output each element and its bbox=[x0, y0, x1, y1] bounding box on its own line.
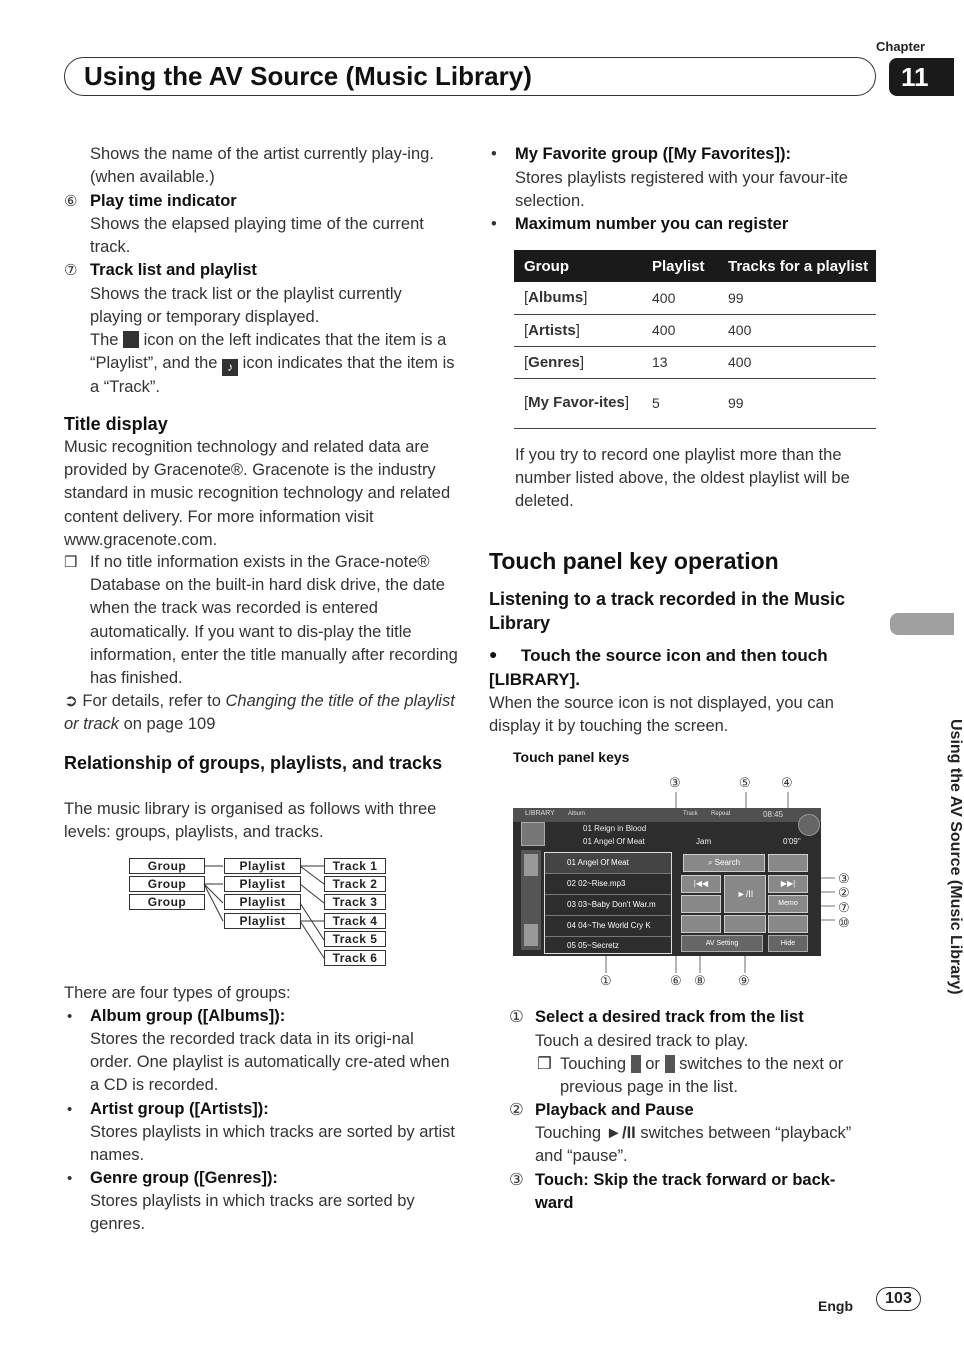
play-pause-button[interactable] bbox=[724, 875, 766, 913]
callout: ⑥ bbox=[670, 973, 682, 988]
tab-track[interactable]: Track bbox=[683, 811, 698, 817]
table-row bbox=[514, 282, 876, 314]
diagram-playlist: Playlist bbox=[224, 913, 301, 929]
item-body bbox=[535, 1122, 880, 1168]
item-body: Stores playlists in which tracks are sorted by genres. bbox=[90, 1192, 415, 1234]
track-list[interactable] bbox=[544, 852, 672, 954]
chapter-label: Chapter bbox=[876, 39, 926, 54]
item-body: Stores playlists registered with your favour-ite selection. bbox=[515, 169, 848, 211]
item-title: Track list and playlist bbox=[90, 261, 257, 279]
diagram-track: Track 2 bbox=[324, 876, 386, 892]
list-scroll-bar[interactable] bbox=[521, 850, 541, 950]
item-body: Shows the track list or the playlist currently playing or temporary displayed. bbox=[90, 285, 402, 327]
text-span: The bbox=[90, 331, 119, 349]
step-text: Touch the source icon and then touch [LIBRARY]. bbox=[489, 646, 828, 689]
diagram-playlist: Playlist bbox=[224, 858, 301, 874]
text-span: icon indicates that the item is a “Track”. bbox=[90, 354, 455, 397]
column-header: Playlist bbox=[642, 250, 718, 282]
text-span: Touching bbox=[535, 1124, 602, 1142]
callout: ① bbox=[600, 973, 612, 988]
screen-library-label: LIBRARY bbox=[525, 810, 555, 817]
item-title: My Favorite group ([My Favorites]): bbox=[515, 145, 791, 163]
repeat-button[interactable] bbox=[681, 915, 721, 933]
chapter-number: 11 bbox=[889, 58, 954, 96]
list-item[interactable]: 04 04~The World Cry K bbox=[545, 916, 671, 937]
step-dot-icon: ● bbox=[489, 646, 498, 662]
playlist-button[interactable] bbox=[768, 854, 808, 872]
reference bbox=[64, 690, 456, 736]
list-item[interactable]: 01 Angel Of Meat bbox=[545, 853, 671, 874]
callout: ③ bbox=[669, 775, 681, 790]
callout: ⑨ bbox=[738, 973, 750, 988]
page-up-icon[interactable] bbox=[524, 854, 538, 876]
now-playing-track: 01 Angel Of Meat bbox=[583, 837, 645, 846]
table-row bbox=[514, 314, 876, 346]
now-playing-artist: Jam bbox=[696, 837, 712, 846]
bullet: • bbox=[67, 1170, 73, 1187]
diagram-group: Group bbox=[129, 858, 205, 874]
play-pause-icon: ►/II bbox=[605, 1124, 636, 1142]
bullet: • bbox=[67, 1008, 73, 1025]
callout: ④ bbox=[781, 775, 793, 790]
side-tab bbox=[890, 613, 954, 635]
memo-button[interactable]: Memo bbox=[768, 895, 808, 913]
note-box-icon: ❒ bbox=[537, 1055, 552, 1073]
table-cell: 99 bbox=[718, 378, 876, 428]
item-title: Play time indicator bbox=[90, 192, 237, 210]
table-cell: [Genres] bbox=[514, 346, 642, 378]
random-button[interactable] bbox=[724, 915, 766, 933]
play-pause-icon: ►/II bbox=[736, 889, 754, 899]
table-cell: 13 bbox=[642, 346, 718, 378]
table-cell: 99 bbox=[718, 282, 876, 314]
table-cell: 5 bbox=[642, 378, 718, 428]
table-cell: 400 bbox=[718, 346, 876, 378]
reference-link[interactable]: Changing the title of the playlist or track bbox=[64, 692, 455, 734]
list-item[interactable]: 02 02~Rise.mp3 bbox=[545, 874, 671, 895]
now-playing-album: 01 Reign in Blood bbox=[583, 824, 647, 833]
table-note: If you try to record one playlist more than the number listed above, the oldest playlist will be deleted. bbox=[515, 446, 850, 511]
item-number: ① bbox=[509, 1008, 524, 1026]
group-name: Artists bbox=[528, 321, 576, 339]
artist-desc: Shows the name of the artist currently play-ing. (when available.) bbox=[90, 145, 434, 187]
text-span: switches to the next or previous page in the list. bbox=[560, 1055, 844, 1097]
figure-label: Touch panel keys bbox=[513, 749, 630, 765]
item-body: Shows the elapsed playing time of the current track. bbox=[90, 215, 424, 257]
callout: ⑧ bbox=[694, 973, 706, 988]
page-down-icon bbox=[631, 1055, 641, 1073]
playlist-icon bbox=[123, 331, 139, 348]
group-table bbox=[514, 250, 876, 429]
table-cell: [Artists] bbox=[514, 314, 642, 346]
table-cell: 400 bbox=[642, 314, 718, 346]
note-text: If no title information exists in the Grace-note® Database on the built-in hard disk drive, the date when the track was recorded is entered automatically. If you want to dis-play the title information, enter the title manually after recording has finished. bbox=[90, 553, 458, 688]
diagram-group: Group bbox=[129, 876, 205, 892]
arrow-icon: ➲ bbox=[64, 692, 78, 710]
table-row bbox=[514, 346, 876, 378]
text-span: or bbox=[645, 1055, 660, 1073]
av-setting-button[interactable]: AV Setting bbox=[681, 935, 763, 952]
item-title: Select a desired track from the list bbox=[535, 1008, 804, 1026]
text-span: icon on the left indicates that the item is a “Playlist”, and the bbox=[90, 331, 447, 373]
search-icon: ⌕ bbox=[707, 858, 713, 867]
column-header: Group bbox=[514, 250, 642, 282]
callout: ⑩ bbox=[838, 915, 850, 930]
callout: ② bbox=[838, 885, 850, 900]
item-number: ⑦ bbox=[64, 262, 78, 279]
library-screen bbox=[513, 808, 821, 956]
text-span: For details, refer to bbox=[82, 692, 221, 710]
section-heading: Title display bbox=[64, 414, 168, 434]
table-cell: [My Favor-ites] bbox=[514, 378, 642, 428]
group-name: Albums bbox=[528, 289, 584, 307]
text-span: Touching bbox=[560, 1055, 627, 1073]
diagram-group: Group bbox=[129, 894, 205, 910]
note-text bbox=[560, 1053, 878, 1099]
page-down-icon[interactable] bbox=[524, 924, 538, 946]
repeat-label: Repeat bbox=[711, 811, 731, 817]
delete-button[interactable] bbox=[681, 895, 721, 913]
item-number: ③ bbox=[509, 1171, 524, 1189]
diagram-track: Track 5 bbox=[324, 931, 386, 947]
bullet: • bbox=[491, 215, 497, 233]
item-title: Artist group ([Artists]): bbox=[90, 1100, 269, 1118]
item-body: Touch a desired track to play. bbox=[535, 1032, 749, 1050]
list-item[interactable]: 05 05~Secretz bbox=[567, 941, 619, 950]
next-icon: ▶▶| bbox=[780, 879, 796, 888]
callout: ⑦ bbox=[838, 900, 850, 915]
subsection-heading: Listening to a track recorded in the Music Library bbox=[489, 589, 846, 633]
list-item[interactable]: 03 03~Baby Don't War.m bbox=[545, 895, 671, 916]
item-title: Genre group ([Genres]): bbox=[90, 1169, 278, 1187]
previous-track-button[interactable] bbox=[681, 875, 721, 893]
source-icon[interactable] bbox=[798, 814, 820, 836]
callout: ③ bbox=[838, 871, 850, 886]
section-heading: Relationship of groups, playlists, and tracks bbox=[64, 753, 443, 773]
section-body: The music library is organised as follows with three levels: groups, playlists, and tracks. bbox=[64, 800, 437, 842]
text-span: switches between “playback” and “pause”. bbox=[535, 1124, 852, 1166]
diagram-track: Track 1 bbox=[324, 858, 386, 874]
diagram-playlist: Playlist bbox=[224, 894, 301, 910]
play-time: 0'09" bbox=[783, 837, 801, 846]
section-heading: Touch panel key operation bbox=[489, 548, 779, 574]
item-body: Stores playlists in which tracks are sorted by artist names. bbox=[90, 1123, 455, 1165]
text-span: on page 109 bbox=[123, 715, 216, 734]
table-row bbox=[514, 378, 876, 428]
item-body: Stores the recorded track data in its origi-nal order. One playlist is automatically cre-ated when a CD is recorded. bbox=[90, 1030, 450, 1095]
previous-icon: |◀◀ bbox=[693, 879, 709, 888]
page-number: 103 bbox=[876, 1287, 921, 1311]
album-art-icon bbox=[521, 822, 545, 846]
table-cell: [Albums] bbox=[514, 282, 642, 314]
language-label: Engb bbox=[818, 1298, 853, 1314]
column-header: Tracks for a playlist bbox=[718, 250, 876, 282]
diagram-track: Track 4 bbox=[324, 913, 386, 929]
tab-album[interactable]: Album bbox=[568, 811, 586, 817]
search-label: Search bbox=[714, 858, 741, 867]
section-body: There are four types of groups: bbox=[64, 984, 291, 1002]
next-track-button[interactable] bbox=[768, 875, 808, 893]
page-up-icon bbox=[665, 1055, 675, 1073]
item-number: ⑥ bbox=[64, 193, 78, 210]
item-title: Playback and Pause bbox=[535, 1101, 694, 1119]
table-cell: 400 bbox=[642, 282, 718, 314]
item-title: Touch: Skip the track forward or back-ward bbox=[535, 1171, 836, 1213]
item-title: Maximum number you can register bbox=[515, 215, 789, 233]
track-icon: ♪ bbox=[222, 359, 238, 376]
hide-button[interactable]: Hide bbox=[768, 935, 808, 952]
item-body bbox=[90, 329, 455, 399]
side-section-label: Using the AV Source (Music Library) bbox=[947, 719, 964, 995]
item-title: Album group ([Albums]): bbox=[90, 1007, 286, 1025]
table-header bbox=[514, 250, 876, 282]
page-title: Using the AV Source (Music Library) bbox=[84, 61, 532, 91]
diagram-track: Track 3 bbox=[324, 894, 386, 910]
register-button[interactable] bbox=[768, 915, 808, 933]
note-box-icon: ❒ bbox=[64, 554, 78, 571]
table-cell: 400 bbox=[718, 314, 876, 346]
group-name: My Favor-ites bbox=[528, 394, 625, 411]
diagram-playlist: Playlist bbox=[224, 876, 301, 892]
search-button[interactable] bbox=[683, 854, 765, 872]
item-number: ② bbox=[509, 1101, 524, 1119]
step-body: When the source icon is not displayed, you can display it by touching the screen. bbox=[489, 694, 834, 736]
callout: ⑤ bbox=[739, 775, 751, 790]
section-body: Music recognition technology and related data are provided by Gracenote®. Gracenote is the industry standard in music recognition technology and related content delivery. For more information visit www.gracenote.com. bbox=[64, 438, 451, 549]
bullet: • bbox=[67, 1101, 73, 1118]
clock: 08:45 bbox=[763, 810, 784, 819]
group-name: Genres bbox=[528, 353, 580, 371]
diagram-track: Track 6 bbox=[324, 950, 386, 966]
bullet: • bbox=[491, 145, 497, 163]
